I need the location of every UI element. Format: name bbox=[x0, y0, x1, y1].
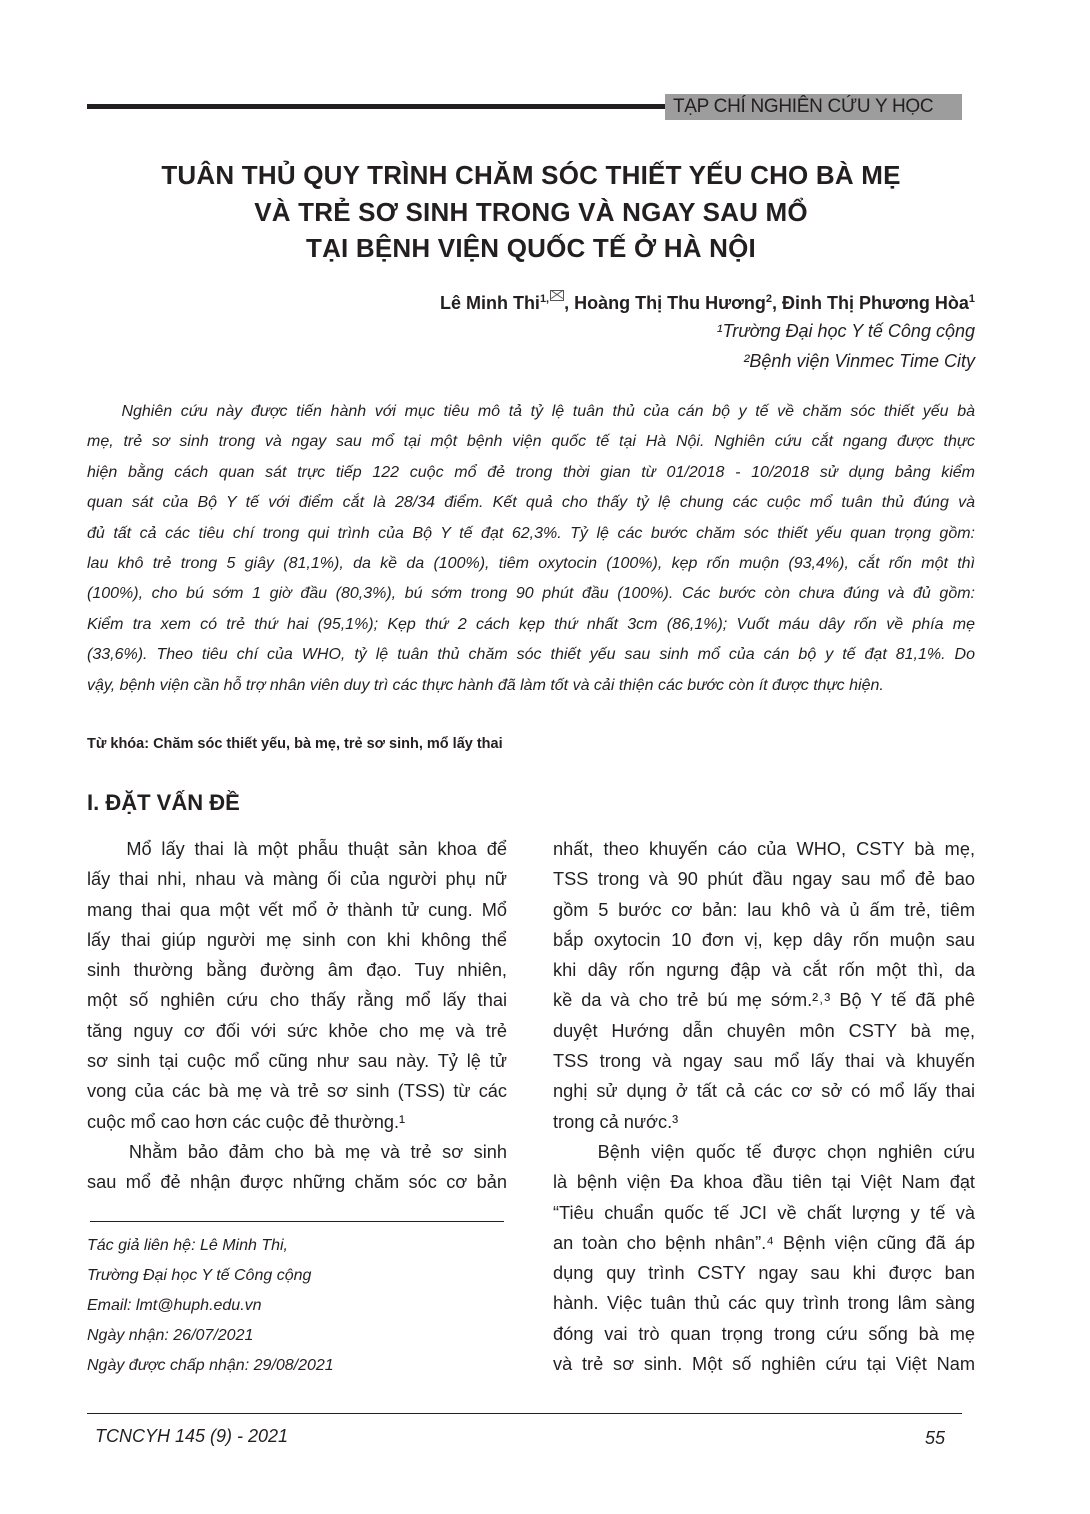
footnote-rule bbox=[90, 1221, 504, 1222]
author-name: Lê Minh Thi bbox=[439, 293, 540, 313]
abstract-line: Nghiên cứu này được tiến hành với mục tiêu mô tả tỷ lệ tuân thủ của cán bộ y tế về chăm sóc thiết yếu bà bbox=[87, 403, 975, 420]
body-text-line: Bệnh viện quốc tế được chọn nghiên cứu bbox=[553, 1141, 975, 1162]
body-text-line: Nhằm bảo đảm cho bà mẹ và trẻ sơ sinh bbox=[87, 1141, 507, 1162]
page-number: 55 bbox=[925, 1428, 946, 1448]
title-line: TẠI BỆNH VIỆN QUỐC TẾ Ở HÀ NỘI bbox=[306, 233, 756, 263]
body-text-line: Mổ lấy thai là một phẫu thuật sản khoa để bbox=[87, 839, 507, 859]
body-text-line: lấy thai giúp người mẹ sinh con khi không thể bbox=[87, 929, 507, 950]
correspondence-footnote bbox=[87, 1231, 334, 1381]
body-text-line: duyệt Hướng dẫn chuyên môn CSTY bà mẹ, bbox=[553, 1020, 975, 1041]
footer-rule bbox=[87, 1413, 962, 1414]
body-text-line: gồm 5 bước cơ bản: lau khô và ủ ấm trẻ, tiêm bbox=[553, 899, 975, 920]
envelope-icon bbox=[550, 290, 564, 301]
abstract-line: quan sát của Bộ Y tế với điểm cắt là 28/34 điểm. Kết quả cho thấy tỷ lệ chung các cuộc mổ tuân thủ đúng và bbox=[87, 494, 975, 512]
body-text-line: mang thai qua một vết mổ ở thành tử cung. Mổ bbox=[87, 899, 507, 920]
body-text-line: lấy thai nhi, nhau và màng ối của người phụ nữ bbox=[87, 869, 507, 890]
body-text-line: sau mổ đẻ nhận được những chăm sóc cơ bản bbox=[87, 1172, 507, 1193]
title-line: TUÂN THỦ QUY TRÌNH CHĂM SÓC THIẾT YẾU CHO BÀ MẸ bbox=[161, 160, 901, 190]
author-list bbox=[440, 290, 975, 314]
abstract-line: đủ tất cả các tiêu chí trong qui trình của Bộ Y tế đạt 62,3%. Tỷ lệ các bước chăm sóc thiết yếu quan trọng gồm: bbox=[87, 524, 975, 542]
body-text-line: cuộc mổ cao hơn các cuộc đẻ thường.¹ bbox=[87, 1111, 406, 1132]
body-text-line: TSS trong và ngay sau mổ lấy thai và khuyến bbox=[553, 1051, 975, 1072]
abstract-line: mẹ, trẻ sơ sinh trong và ngay sau mổ tại một bệnh viện quốc tế tại Hà Nội. Nghiên cứu cắt ngang được thực bbox=[87, 433, 975, 451]
body-text-line: sinh thường bằng đường âm đạo. Tuy nhiên, bbox=[87, 960, 507, 981]
affiliation-2: ²Bệnh viện Vinmec Time City bbox=[743, 351, 975, 371]
body-text-line: một số nghiên cứu cho thấy rằng mổ lấy thai bbox=[87, 990, 507, 1011]
body-text-line: tăng nguy cơ đối với sức khỏe cho mẹ và trẻ bbox=[87, 1020, 507, 1041]
abstract-line: vậy, bệnh viện cần hỗ trợ nhân viên duy trì các thực hành đã làm tốt và cải thiện các bước còn ít được thực hiện. bbox=[87, 676, 884, 694]
article-title bbox=[87, 157, 975, 267]
header-rule bbox=[87, 104, 667, 109]
body-text-line: “Tiêu chuẩn quốc tế JCI về chất lượng y tế và bbox=[553, 1202, 975, 1223]
body-text-line: đóng vai trò quan trọng trong cứu sống bà mẹ bbox=[553, 1323, 975, 1344]
footnote-line: Trường Đại học Y tế Công cộng bbox=[87, 1267, 312, 1284]
author-superscript: 1 bbox=[968, 293, 975, 305]
abstract-line: Kiểm tra xem có trẻ thứ hai (95,1%); Kẹp thứ 2 cách kẹp thứ nhất 3cm (86,1%); Vuốt máu dây rốn về phía mẹ bbox=[87, 615, 975, 633]
body-text-line: bắp oxytocin 10 đơn vị, kẹp dây rốn muộn sau bbox=[553, 929, 975, 950]
abstract-line: (33,6%). Theo tiêu chí của WHO, tỷ lệ tuân thủ chăm sóc thiết yếu sau sinh mổ của cán bộ y tế đạt 81,1%. Do bbox=[87, 646, 975, 664]
body-text-line: vong của các bà mẹ và trẻ sơ sinh (TSS) từ các bbox=[87, 1081, 507, 1102]
author-name: , Đinh Thị Phương Hòa bbox=[772, 293, 969, 313]
body-text-line: dụng quy trình CSTY ngay sau khi được ban bbox=[553, 1263, 975, 1284]
footnote-line: Ngày nhận: 26/07/2021 bbox=[87, 1327, 254, 1344]
body-text-line: trong cả nước.³ bbox=[553, 1111, 679, 1132]
footnote-line: Email: lmt@huph.edu.vn bbox=[87, 1297, 262, 1314]
abstract bbox=[87, 397, 975, 701]
journal-name-banner: TẠP CHÍ NGHIÊN CỨU Y HỌC bbox=[665, 94, 962, 120]
body-column-left bbox=[87, 834, 507, 1198]
body-text-line: an toàn cho bệnh nhân”.⁴ Bệnh viện cũng đã áp bbox=[553, 1232, 975, 1253]
body-text-line: kề da và cho trẻ bú mẹ sớm.²˒³ Bộ Y tế đã phê bbox=[553, 990, 975, 1011]
author-superscript: 2 bbox=[765, 293, 773, 305]
journal-issue: TCNCYH 145 (9) - 2021 bbox=[95, 1426, 289, 1446]
body-text-line: TSS trong và 90 phút đầu ngay sau mổ đẻ bao bbox=[553, 869, 975, 890]
footnote-line: Ngày được chấp nhận: 29/08/2021 bbox=[87, 1357, 334, 1374]
keywords: Từ khóa: Chăm sóc thiết yếu, bà mẹ, trẻ sơ sinh, mổ lấy thai bbox=[87, 736, 503, 752]
title-line: VÀ TRẺ SƠ SINH TRONG VÀ NGAY SAU MỔ bbox=[254, 196, 808, 227]
body-text-line: sơ sinh tại cuộc mổ cũng như sau này. Tỷ lệ tử bbox=[87, 1051, 507, 1072]
body-text-line: nghị sử dụng ở tất cả các cơ sở có mổ lấy thai bbox=[553, 1081, 975, 1102]
abstract-line: (100%), cho bú sớm 1 giờ đầu (80,3%), bú sớm trong 90 phút đầu (100%). Các bước còn chưa đúng và đủ gồm: bbox=[87, 585, 975, 603]
body-text-line: nhất, theo khuyến cáo của WHO, CSTY bà mẹ, bbox=[553, 839, 975, 859]
affiliation-1: ¹Trường Đại học Y tế Công cộng bbox=[716, 321, 975, 341]
body-column-right bbox=[553, 834, 975, 1379]
footnote-line: Tác giả liên hệ: Lê Minh Thi, bbox=[87, 1237, 288, 1254]
body-text-line: là bệnh viện Đa khoa đầu tiên tại Việt Nam đạt bbox=[553, 1172, 975, 1193]
author-superscript: 1, bbox=[539, 293, 550, 305]
body-text-line: và trẻ sơ sinh. Một số nghiên cứu tại Việt Nam bbox=[553, 1354, 975, 1375]
abstract-line: lau khô trẻ trong 5 giây (81,1%), da kề da (100%), tiêm oxytocin (100%), kẹp rốn muộn (93,4%), cắt rốn một thì bbox=[87, 554, 975, 572]
author-name: , Hoàng Thị Thu Hương bbox=[564, 293, 766, 313]
section-heading: I. ĐẶT VẤN ĐỀ bbox=[87, 790, 240, 815]
body-text-line: khi dây rốn ngưng đập và cắt rốn một thì, da bbox=[553, 960, 975, 981]
abstract-line: hiện bằng cách quan sát trực tiếp 122 cuộc mổ đẻ trong thời gian từ 01/2018 - 10/2018 sử dụng bảng kiểm bbox=[87, 463, 975, 481]
body-text-line: hành. Việc tuân thủ các quy trình trong lâm sàng bbox=[553, 1293, 975, 1314]
